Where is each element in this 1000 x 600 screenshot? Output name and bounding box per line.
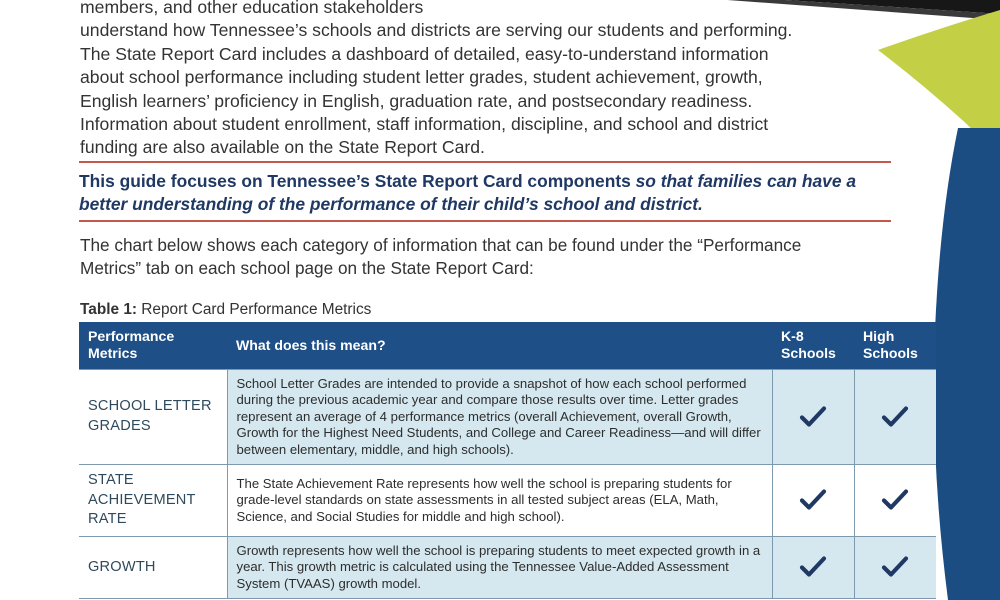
k8-check-cell bbox=[772, 370, 854, 465]
intro-line-5: English learners’ proficiency in English, graduation rate, and postsecondary readiness. bbox=[80, 90, 753, 111]
performance-metrics-table bbox=[79, 322, 936, 599]
header-high-schools: High Schools bbox=[854, 322, 936, 370]
header-k8-schools: K-8 Schools bbox=[772, 322, 854, 370]
table-header-row bbox=[79, 322, 936, 370]
metric-name-cell: STATE ACHIEVEMENT RATE bbox=[79, 465, 227, 537]
intro-line-4: about school performance including student letter grades, student achievement, growth, bbox=[80, 67, 763, 88]
intro-line-7: funding are also available on the State Report Card. bbox=[80, 137, 485, 158]
intro-line-6: Information about student enrollment, staff information, discipline, and school and district bbox=[80, 114, 769, 135]
intro-line-2: understand how Tennessee’s schools and districts are serving our students and performing. bbox=[80, 20, 793, 41]
lead-in-paragraph bbox=[80, 234, 840, 280]
header-performance-metrics: Performance Metrics bbox=[79, 322, 227, 370]
green-wedge-shape bbox=[878, 10, 1000, 165]
check-icon bbox=[880, 405, 910, 429]
focus-statement-block bbox=[79, 161, 891, 222]
focus-statement-text bbox=[79, 163, 891, 220]
check-icon bbox=[798, 405, 828, 429]
metric-name-cell: GROWTH bbox=[79, 536, 227, 598]
table-caption-label: Table 1: bbox=[80, 301, 138, 318]
intro-line-3: The State Report Card includes a dashboard of detailed, easy-to-understand information bbox=[80, 43, 769, 64]
table-caption bbox=[80, 301, 371, 319]
metric-description-cell: School Letter Grades are intended to provide a snapshot of how each school performed during the previous academic year and compare those results over time. Letter grades represent an average of 4 performance metrics (overall Achievement, overall Growth, Growth for the Highest Need Students, and College and Career Readiness—and will differ between elementary, middle, and high schools). bbox=[227, 370, 772, 465]
table-row bbox=[79, 536, 936, 598]
table-row bbox=[79, 465, 936, 537]
check-icon bbox=[880, 488, 910, 512]
metric-name-cell: SCHOOL LETTER GRADES bbox=[79, 370, 227, 465]
intro-paragraph bbox=[80, 0, 880, 160]
focus-statement-bold: This guide focuses on Tennessee’s State Report Card components bbox=[79, 171, 636, 191]
focus-statement-italic: so that families can have a better understanding of the performance of their child’s school and district. bbox=[79, 171, 856, 214]
k8-check-cell bbox=[772, 465, 854, 537]
check-icon bbox=[880, 555, 910, 579]
check-icon bbox=[798, 555, 828, 579]
performance-metrics-table-wrapper bbox=[79, 322, 936, 599]
check-icon bbox=[798, 488, 828, 512]
metric-description-cell: Growth represents how well the school is preparing students to meet expected growth in a year. This growth metric is calculated using the Tennessee Value-Added Assessment System (TVAAS) growth model. bbox=[227, 536, 772, 598]
metric-description-cell: The State Achievement Rate represents how well the school is preparing students for grade-level standards on state assessments in all tested subject areas (ELA, Math, Science, and Social Studies for middle and high school). bbox=[227, 465, 772, 537]
high-check-cell bbox=[854, 536, 936, 598]
lead-in-text: The chart below shows each category of information that can be found under the “Performance Metrics” tab on each school page on the State Report Card: bbox=[80, 235, 802, 278]
table-caption-text: Report Card Performance Metrics bbox=[137, 301, 372, 318]
high-check-cell bbox=[854, 370, 936, 465]
navy-right-band-shape bbox=[934, 128, 1000, 600]
intro-line-1: members, and other education stakeholders bbox=[80, 0, 424, 17]
header-what-does-this-mean: What does this mean? bbox=[227, 322, 772, 370]
high-check-cell bbox=[854, 465, 936, 537]
table-row bbox=[79, 370, 936, 465]
accent-rule-bottom bbox=[79, 220, 891, 222]
k8-check-cell bbox=[772, 536, 854, 598]
